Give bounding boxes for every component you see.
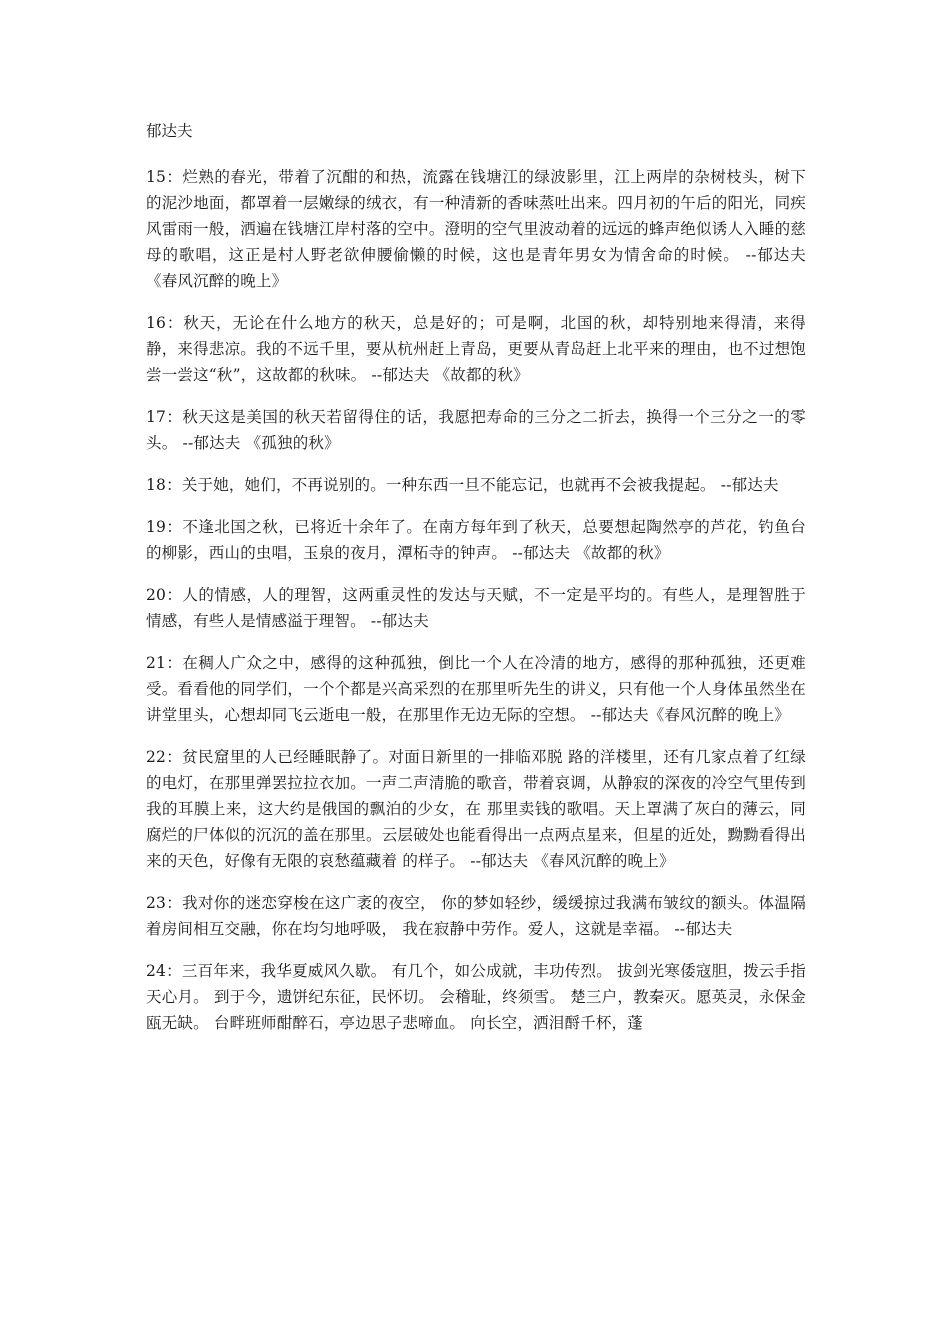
- author-heading: 郁达夫: [146, 122, 193, 140]
- quote-entry-20: 20：人的情感，人的理智，这两重灵性的发达与天赋，不一定是平均的。有些人，是理智胜于情感，有些人是情感溢于理智。 --郁达夫: [146, 586, 806, 630]
- quote-entry-23: 23：我对你的迷恋穿梭在这广袤的夜空， 你的梦如轻纱，缓缓掠过我满布皱纹的额头。体温隔着房间相互交融，你在均匀地呼吸， 我在寂静中劳作。爱人，这就是幸福。 --郁达夫: [146, 894, 806, 938]
- quote-entry-24: 24：三百年来，我华夏威风久歇。 有几个，如公成就，丰功传烈。 拔剑光寒倭寇胆，拨云手指天心月。 到于今，遗饼纪东征，民怀切。 会稽耻，终须雪。 楚三户，教秦灭。愿英灵，永保金瓯无缺。 台畔班师酣醉石，亭边思子悲啼血。 向长空，洒泪酹千杯，蓬: [146, 962, 806, 1032]
- quote-entry-22: 22：贫民窟里的人已经睡眠静了。对面日新里的一排临邓脱 路的洋楼里，还有几家点着了红绿的电灯，在那里弹罢拉拉衣加。一声二声清脆的歌音，带着哀调，从静寂的深夜的冷空气里传到我的耳膜上来，这大约是俄国的飘泊的少女，在 那里卖钱的歌唱。天上罩满了灰白的薄云，同腐烂的尸体似的沉沉的盖在那里。云层破处也能看得出一点两点星来，但星的近处，黝黝看得出来的天色，好像有无限的哀愁蕴藏着 的样子。 --郁达夫 《春风沉醉的晚上》: [146, 748, 806, 870]
- document-page: [146, 118, 806, 1052]
- quote-entry-18: 18：关于她，她们，不再说别的。一种东西一旦不能忘记，也就再不会被我提起。 --郁达夫: [146, 476, 779, 494]
- quote-entry-19: 19：不逢北国之秋，已将近十余年了。在南方每年到了秋天，总要想起陶然亭的芦花，钓鱼台的柳影，西山的虫唱，玉泉的夜月，潭柘寺的钟声。 --郁达夫 《故都的秋》: [146, 518, 806, 562]
- quote-entry-15: 15：烂熟的春光，带着了沉酣的和热，流露在钱塘江的绿波影里，江上两岸的杂树枝头，树下的泥沙地面，都罩着一层嫩绿的绒衣，有一种清新的香味蒸吐出来。四月初的午后的阳光，同疾风雷雨一般，洒遍在钱塘江岸村落的空中。澄明的空气里波动着的远远的蜂声绝似诱人入睡的慈母的歌唱，这正是村人野老欲伸腰偷懒的时候，这也是青年男女为情舍命的时候。 --郁达夫 《春风沉醉的晚上》: [146, 168, 806, 290]
- quote-entry-21: 21：在稠人广众之中，感得的这种孤独，倒比一个人在冷清的地方，感得的那种孤独，还更难受。看看他的同学们，一个个都是兴高采烈的在那里听先生的讲义，只有他一个人身体虽然坐在讲堂里头，心想却同飞云逝电一般，在那里作无边无际的空想。 --郁达夫《春风沉醉的晚上》: [146, 654, 806, 724]
- quote-entry-16: 16：秋天，无论在什么地方的秋天，总是好的；可是啊，北国的秋，却特别地来得清，来得静，来得悲凉。我的不远千里，要从杭州赶上青岛，更要从青岛赶上北平来的理由，也不过想饱尝一尝这“秋”，这故都的秋味。 --郁达夫 《故都的秋》: [146, 314, 806, 384]
- quote-entry-17: 17：秋天这是美国的秋天若留得住的话，我愿把寿命的三分之二折去，换得一个三分之一的零头。 --郁达夫 《孤独的秋》: [146, 408, 806, 452]
